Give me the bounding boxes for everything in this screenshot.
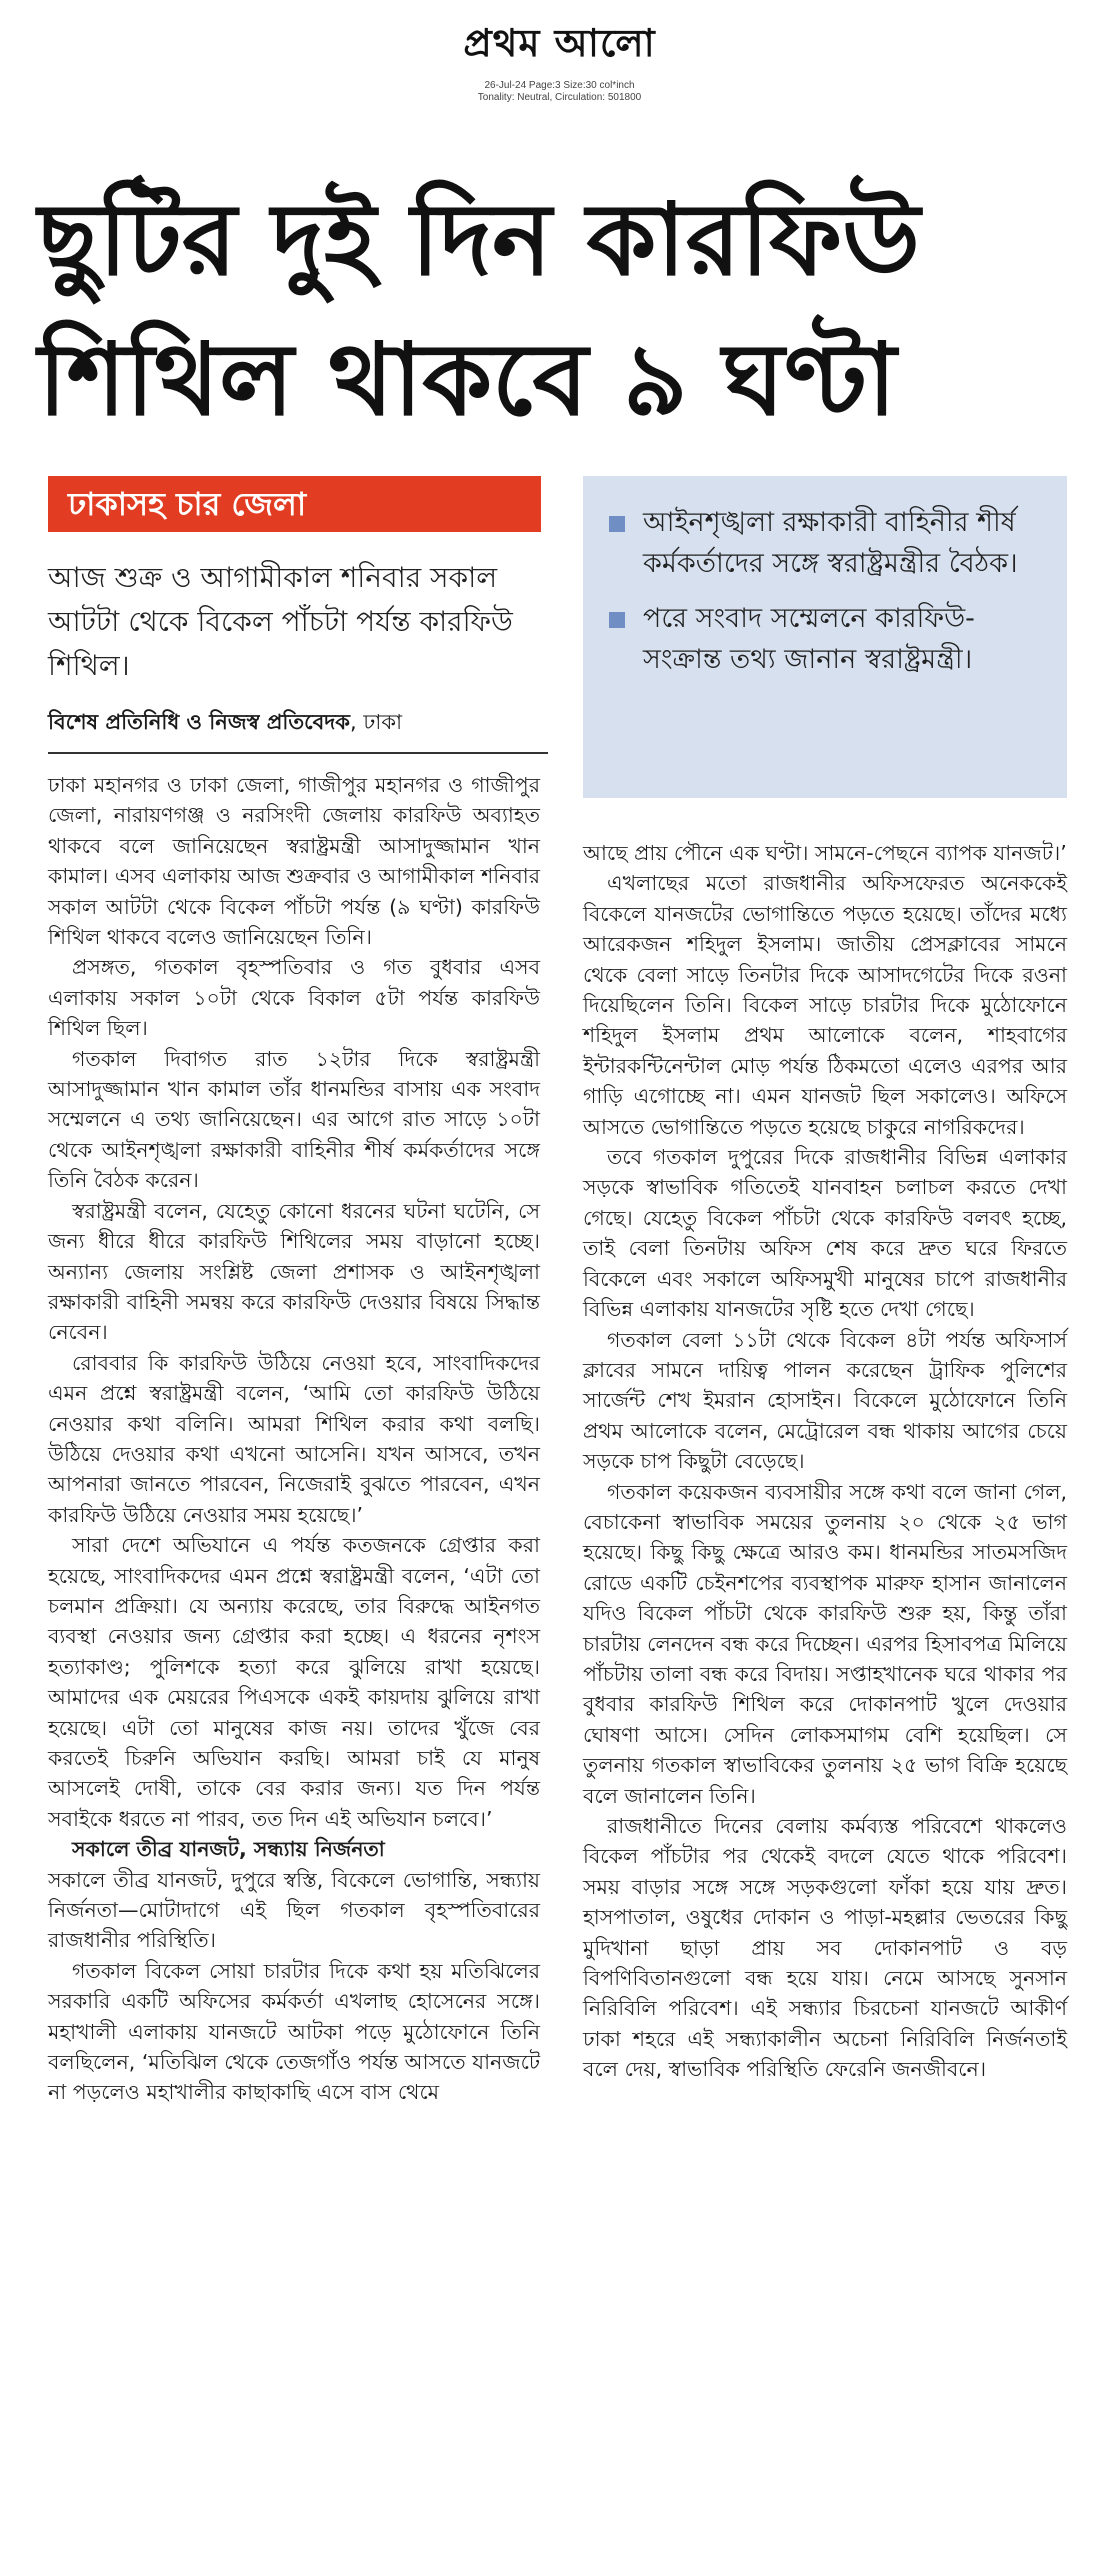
article-paragraph: গতকাল দিবাগত রাত ১২টার দিকে স্বরাষ্ট্রমন্ত্রী আসাদুজ্জামান খান কামাল তাঁর ধানমন্ডির বাসায় এক সংবাদ সম্মেলনে এ তথ্য জানিয়েছেন। এর আগে রাত সাড়ে ১০টা থেকে আইনশৃঙ্খলা রক্ষাকারী বাহিনীর শীর্ষ কর্মকর্তাদের সঙ্গে তিনি বৈঠক করেন। bbox=[48, 1046, 540, 1193]
article-paragraph: গতকাল বিকেল সোয়া চারটার দিকে কথা হয় মতিঝিলের সরকারি একটি অফিসের কর্মকর্তা এখলাছ হোসেনের সঙ্গে। মহাখালী এলাকায় যানজটে আটকা পড়ে মুঠোফোনে তিনি বলছিলেন, ‘মতিঝিল থেকে তেজগাঁও পর্যন্ত আসতে যানজটে না পড়লেও মহাখালীর কাছাকাছি এসে বাস থেমে bbox=[48, 1958, 540, 2105]
article-paragraph: ঢাকা মহানগর ও ঢাকা জেলা, গাজীপুর মহানগর ও গাজীপুর জেলা, নারায়ণগঞ্জ ও নরসিংদী জেলায় কারফিউ অব্যাহত থাকবে বলে জানিয়েছেন স্বরাষ্ট্রমন্ত্রী আসাদুজ্জামান খান কামাল। এসব এলাকায় আজ শুক্রবার ও আগামীকাল শনিবার সকাল আটটা থেকে বিকেল পাঁচটা পর্যন্ত (৯ ঘণ্টা) কারফিউ শিথিল থাকবে বলেও জানিয়েছেন তিনি। bbox=[48, 773, 540, 950]
headline-line1: ছুটির দুই দিন কারফিউ bbox=[38, 181, 921, 298]
byline-author: বিশেষ প্রতিনিধি ও নিজস্ব প্রতিবেদক bbox=[48, 710, 350, 734]
bullet-square-icon bbox=[609, 612, 625, 628]
highlight-item bbox=[609, 598, 1045, 680]
highlight-item bbox=[609, 502, 1045, 584]
kicker-bar: ঢাকাসহ চার জেলা bbox=[48, 476, 541, 532]
article-paragraph: স্বরাষ্ট্রমন্ত্রী বলেন, যেহেতু কোনো ধরনের ঘটনা ঘটেনি, সে জন্য ধীরে ধীরে কারফিউ শিথিলের সময় বাড়ানো হচ্ছে। অন্যান্য জেলায় সংশ্লিষ্ট জেলা প্রশাসক ও আইনশৃঙ্খলা রক্ষাকারী বাহিনী সমন্বয় করে কারফিউ দেওয়ার বিষয়ে সিদ্ধান্ত নেবেন। bbox=[48, 1198, 541, 1345]
article-paragraph: এখলাছের মতো রাজধানীর অফিসফেরত অনেককেই বিকেলে যানজটের ভোগান্তিতে পড়তে হয়েছে। তাঁদের মধ্যে আরেকজন শহিদুল ইসলাম। জাতীয় প্রেসক্লাবের সামনে থেকে বেলা সাড়ে তিনটার দিকে আসাদগেটের দিকে রওনা দিয়েছিলেন তিনি। বিকেল সাড়ে চারটার দিকে মুঠোফোনে শহিদুল ইসলাম প্রথম আলোকে বলেন, শাহবাগের ইন্টারকন্টিনেন্টাল মোড় পর্যন্ত ঠিকমতো এলেও এরপর আর গাড়ি এগোচ্ছে না। এমন যানজট ছিল সকালেও। অফিসে আসতে ভোগান্তিতে পড়তে হয়েছে চাকুরে নাগরিকদের। bbox=[583, 871, 1067, 1139]
article-paragraph: রাজধানীতে দিনের বেলায় কর্মব্যস্ত পরিবেশে থাকলেও বিকেল পাঁচটার পর থেকেই বদলে যেতে থাকে পরিবেশ। সময় বাড়ার সঙ্গে সঙ্গে সড়কগুলো ফাঁকা হয়ে যায় দ্রুত। হাসপাতাল, ওষুধের দোকান ও পাড়া-মহল্লার ভেতরের কিছু মুদিখানা ছাড়া প্রায় সব দোকানপাট ও বড় বিপণিবিতানগুলো বন্ধ হয়ে যায়। নেমে আসছে সুনসান নিরিবিলি পরিবেশ। এই সন্ধ্যার চিরচেনা যানজটে আকীর্ণ ঢাকা শহরে এই সন্ধ্যাকালীন অচেনা নিরিবিলি নির্জনতাই বলে দেয়, স্বাভাবিক পরিস্থিতি ফেরেনি জনজীবনে। bbox=[583, 1814, 1067, 2082]
highlights-box bbox=[583, 476, 1067, 798]
article-column-2 bbox=[583, 838, 1067, 2085]
masthead bbox=[0, 14, 1119, 104]
byline-rule bbox=[48, 752, 548, 754]
article-paragraph: সারা দেশে অভিযানে এ পর্যন্ত কতজনকে গ্রেপ্তার করা হয়েছে, সাংবাদিকদের এমন প্রশ্নে স্বরাষ্ট্রমন্ত্রী বলেন, ‘এটা তো চলমান প্রক্রিয়া। যে অন্যায় করেছে, তার বিরুদ্ধে আইনগত ব্যবস্থা নেওয়ার জন্য গ্রেপ্তার করা হচ্ছে। এ ধরনের নৃশংস হত্যাকাণ্ড; পুলিশকে হত্যা করে ঝুলিয়ে রাখা হয়েছে। আমাদের এক মেয়রের পিএসকে একই কায়দায় ঝুলিয়ে রাখা হয়েছে। এটা তো মানুষের কাজ নয়। তাদের খুঁজে বের করতেই চিরুনি অভিযান করছি। আমরা চাই যে মানুষ আসলেই দোষী, তাকে বের করার জন্য। যত দিন পর্যন্ত সবাইকে ধরতে না পারব, তত দিন এই অভিযান চলবে।’ bbox=[48, 1533, 540, 1831]
byline bbox=[48, 707, 548, 737]
article-column-1 bbox=[48, 770, 540, 2108]
article-paragraph: রোববার কি কারফিউ উঠিয়ে নেওয়া হবে, সাংবাদিকদের এমন প্রশ্নে স্বরাষ্ট্রমন্ত্রী বলেন, ‘আমি তো কারফিউ উঠিয়ে নেওয়ার কথা বলিনি। আমরা শিথিল করার কথা বলছি। উঠিয়ে দেওয়ার কথা এখনো আসেনি। যখন আসবে, তখন আপনারা জানতে পারবেন, নিজেরাই বুঝতে পারবেন, এখন কারফিউ উঠিয়ে নেওয়ার সময় হয়েছে।’ bbox=[48, 1350, 540, 1527]
headline bbox=[38, 170, 1088, 450]
deck-subtitle: আজ শুক্র ও আগামীকাল শনিবার সকাল আটটা থেকে বিকেল পাঁচটা পর্যন্ত কারফিউ শিথিল। bbox=[48, 561, 513, 682]
article-paragraph: তবে গতকাল দুপুরের দিকে রাজধানীর বিভিন্ন এলাকার সড়কে স্বাভাবিক গতিতেই যানবাহন চলাচল করতে দেখা গেছে। যেহেতু বিকেল পাঁচটা থেকে কারফিউ বলবৎ হচ্ছে, তাই বেলা তিনটায় অফিস শেষ করে দ্রুত ঘরে ফিরতে বিকেলে এবং সকালে অফিসমুখী মানুষের চাপে রাজধানীর বিভিন্ন এলাকায় যানজটের সৃষ্টি হতে দেখা গেছে। bbox=[583, 1145, 1067, 1322]
byline-place: , ঢাকা bbox=[350, 710, 403, 734]
bullet-square-icon bbox=[609, 516, 625, 532]
article-paragraph: সকালে তীব্র যানজট, দুপুরে স্বস্তি, বিকেলে ভোগান্তি, সন্ধ্যায় নির্জনতা—মোটাদাগে এই ছিল গতকাল বৃহস্পতিবারের রাজধানীর পরিস্থিতি। bbox=[48, 1867, 540, 1953]
clipping-meta bbox=[0, 80, 1119, 104]
clipping-meta-line2: Tonality: Neutral, Circulation: 501800 bbox=[477, 92, 642, 103]
section-subhead: সকালে তীব্র যানজট, সন্ধ্যায় নির্জনতা bbox=[72, 1837, 385, 1862]
article-paragraph: গতকাল কয়েকজন ব্যবসায়ীর সঙ্গে কথা বলে জানা গেল, বেচাকেনা স্বাভাবিক সময়ের তুলনায় ২০ থেকে ২৫ ভাগ হয়েছে। কিছু কিছু ক্ষেত্রে আরও কম। ধানমন্ডির সাতমসজিদ রোডে একটি চেইনশপের ব্যবস্থাপক মারুফ হাসান জানালেন যদিও বিকেল পাঁচটা থেকে কারফিউ শুরু হয়, কিন্তু তাঁরা চারটায় লেনদেন বন্ধ করে দিচ্ছেন। এরপর হিসাবপত্র মিলিয়ে পাঁচটায় তালা বন্ধ করে বিদায়। সপ্তাহখানেক ঘরে থাকার পর বুধবার কারফিউ শিথিল করে দোকানপাট খুলে দেওয়ার ঘোষণা আসে। সেদিন লোকসমাগম বেশি হয়েছিল। সে তুলনায় গতকাল স্বাভাবিকের তুলনায় ২৫ ভাগ বিক্রি হয়েছে বলে জানালেন তিনি। bbox=[583, 1479, 1067, 1808]
clipping-meta-line1: 26-Jul-24 Page:3 Size:30 col*inch bbox=[484, 80, 635, 91]
headline-line2: শিথিল থাকবে ৯ ঘণ্টা bbox=[38, 321, 897, 438]
article-paragraph: আছে প্রায় পৌনে এক ঘণ্টা। সামনে-পেছনে ব্যাপক যানজট।’ bbox=[583, 841, 1067, 865]
newspaper-logo: প্রথম আলো bbox=[463, 20, 656, 65]
highlight-text: পরে সংবাদ সম্মেলনে কারফিউ-সংক্রান্ত তথ্য জানান স্বরাষ্ট্রমন্ত্রী। bbox=[643, 603, 975, 675]
highlight-text: আইনশৃঙ্খলা রক্ষাকারী বাহিনীর শীর্ষ কর্মকর্তাদের সঙ্গে স্বরাষ্ট্রমন্ত্রীর বৈঠক। bbox=[643, 507, 1018, 579]
article-paragraph: প্রসঙ্গত, গতকাল বৃহস্পতিবার ও গত বুধবার এসব এলাকায় সকাল ১০টা থেকে বিকাল ৫টা পর্যন্ত কারফিউ শিথিল ছিল। bbox=[48, 955, 540, 1041]
article-paragraph: গতকাল বেলা ১১টা থেকে বিকেল ৪টা পর্যন্ত অফিসার্স ক্লাবের সামনে দায়িত্ব পালন করেছেন ট্রাফিক পুলিশের সার্জেন্ট শেখ ইমরান হোসাইন। বিকেলে মুঠোফোনে তিনি প্রথম আলোকে বলেন, মেট্রোরেল বন্ধ থাকায় আগের চেয়ে সড়কে চাপ কিছুটা বেড়েছে। bbox=[583, 1327, 1067, 1474]
